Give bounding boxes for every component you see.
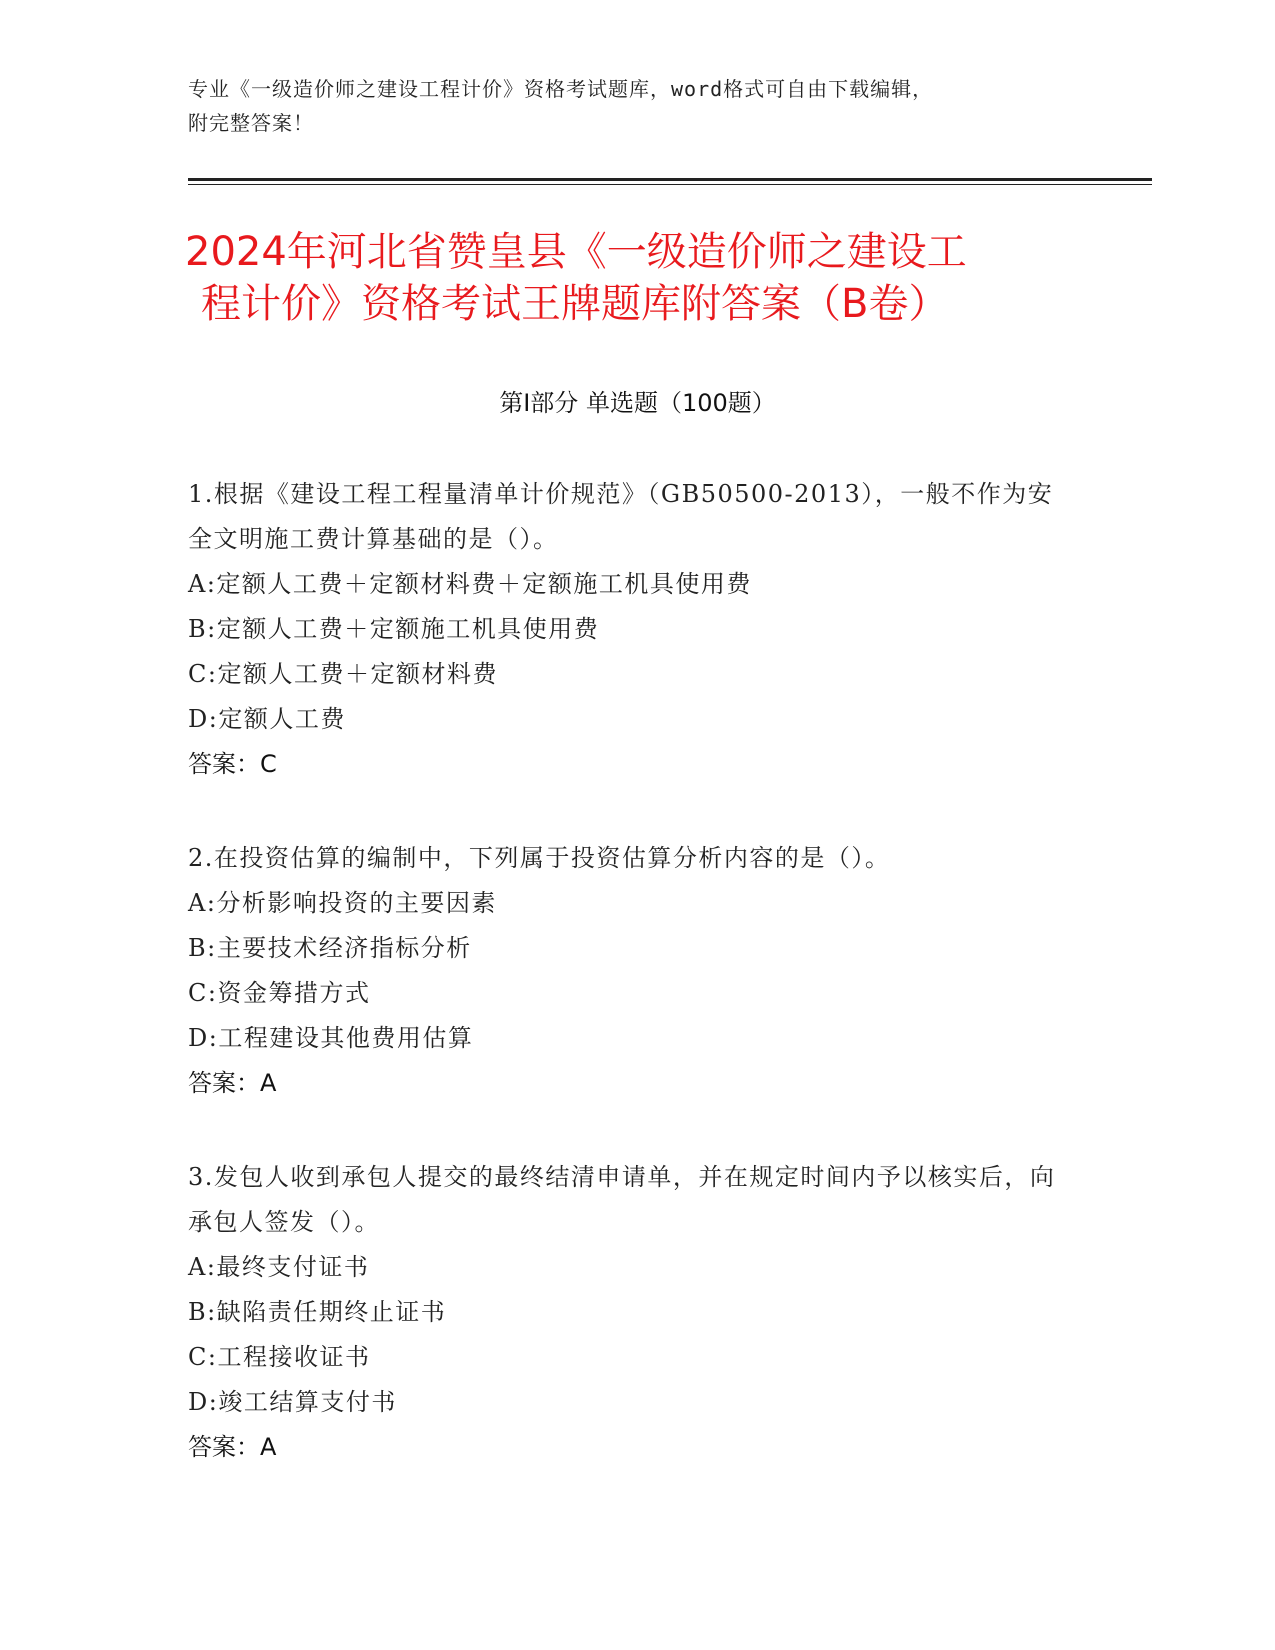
option-a: A:分析影响投资的主要因素: [188, 889, 497, 917]
question-stem: 2.在投资估算的编制中，下列属于投资估算分析内容的是（）。: [188, 844, 891, 872]
header-divider-thick: [188, 178, 1152, 181]
answer: 答案：C: [188, 750, 277, 778]
option-d: D:竣工结算支付书: [188, 1388, 397, 1416]
option-a: A:定额人工费＋定额材料费＋定额施工机具使用费: [188, 570, 752, 598]
option-d: D:定额人工费: [188, 705, 346, 733]
header-note-line1: 专业《一级造价师之建设工程计价》资格考试题库，word格式可自由下载编辑，: [188, 77, 934, 101]
header-divider-thin: [188, 184, 1152, 185]
option-b: B:定额人工费＋定额施工机具使用费: [188, 615, 600, 643]
section-title: 第Ⅰ部分 单选题（100题）: [499, 389, 776, 417]
question-stem: 3.发包人收到承包人提交的最终结清申请单，并在规定时间内予以核实后，向承包人签发（）。: [188, 1163, 1056, 1236]
header-note: [188, 72, 1088, 140]
option-a: A:最终支付证书: [188, 1253, 370, 1281]
question-stem: 1.根据《建设工程工程量清单计价规范》（GB50500-2013），一般不作为安全文明施工费计算基础的是（）。: [188, 480, 1054, 553]
question-1: [188, 472, 1068, 787]
question-2: [188, 836, 1068, 1106]
option-b: B:缺陷责任期终止证书: [188, 1298, 447, 1326]
option-b: B:主要技术经济指标分析: [188, 934, 472, 962]
option-c: C:定额人工费＋定额材料费: [188, 660, 498, 688]
answer: 答案：A: [188, 1069, 277, 1097]
question-3: [188, 1155, 1068, 1470]
document-title: [185, 226, 1105, 330]
option-c: C:工程接收证书: [188, 1343, 371, 1371]
option-d: D:工程建设其他费用估算: [188, 1024, 474, 1052]
header-note-line2: 附完整答案！: [188, 111, 314, 135]
option-c: C:资金筹措方式: [188, 979, 371, 1007]
document-title-line1: 2024年河北省赞皇县《一级造价师之建设工: [185, 229, 967, 275]
answer: 答案：A: [188, 1433, 277, 1461]
question-list: [188, 472, 1068, 1519]
document-title-line2: 程计价》资格考试王牌题库附答案（B卷）: [201, 281, 949, 327]
